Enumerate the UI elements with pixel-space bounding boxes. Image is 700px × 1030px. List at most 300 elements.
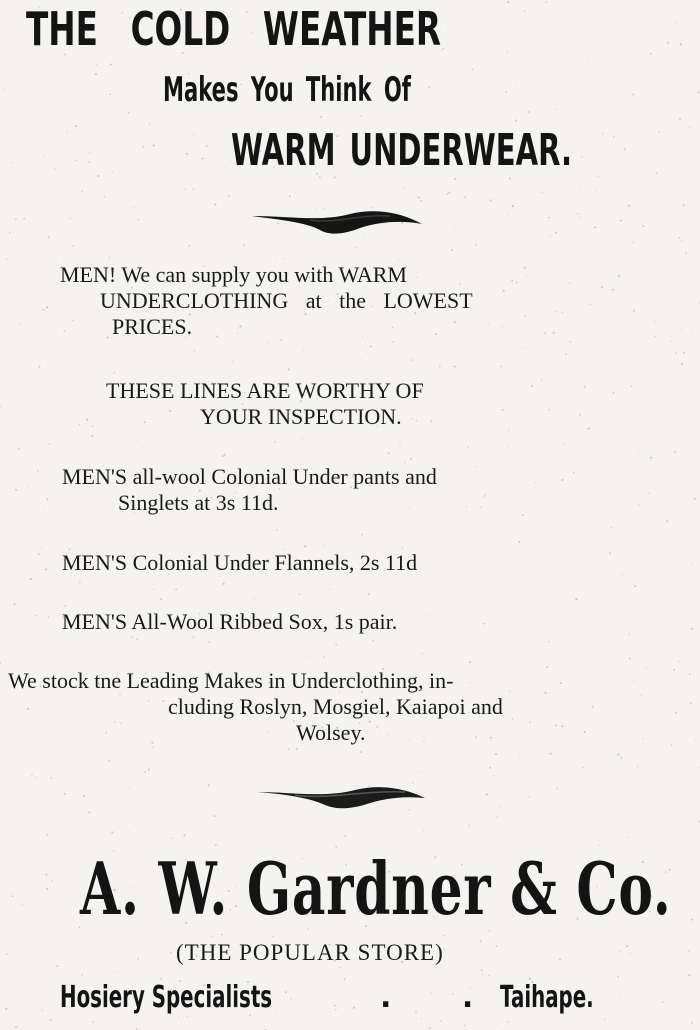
speckle [6, 953, 8, 955]
speckle [484, 494, 485, 495]
speckle [301, 439, 302, 440]
speckle [65, 605, 67, 607]
speckle [15, 489, 17, 491]
speckle [9, 642, 10, 643]
speckle [110, 63, 112, 65]
speckle [148, 769, 150, 771]
speckle [224, 454, 226, 456]
speckle [319, 176, 321, 178]
speckle [46, 888, 48, 890]
offer-1-line-2: Singlets at 3s 11d. [118, 490, 279, 515]
speckle [186, 153, 188, 155]
speckle [244, 122, 245, 123]
speckle [591, 702, 592, 703]
speckle [45, 874, 47, 876]
speckle [544, 332, 546, 334]
speckle [620, 757, 622, 759]
speckle [81, 974, 82, 975]
speckle [54, 169, 56, 171]
speckle [111, 831, 113, 833]
speckle [208, 784, 210, 786]
speckle [588, 428, 590, 430]
speckle [394, 247, 395, 248]
speckle [483, 495, 484, 496]
speckle [20, 324, 21, 325]
speckle [621, 156, 622, 157]
speckle [624, 795, 625, 796]
speckle [163, 174, 164, 175]
speckle [642, 118, 643, 119]
speckle [505, 91, 507, 93]
speckle [76, 160, 78, 162]
speckle [694, 498, 696, 500]
speckle [579, 414, 581, 416]
speckle [243, 244, 245, 246]
speckle [44, 506, 45, 507]
intro-line-1: MEN! We can supply you with WARM [60, 262, 407, 287]
speckle [149, 99, 150, 100]
speckle [489, 975, 490, 976]
speckle [589, 265, 590, 266]
speckle [296, 655, 297, 656]
speckle [545, 589, 546, 590]
speckle [211, 935, 212, 936]
speckle [478, 326, 479, 327]
speckle [480, 941, 482, 943]
speckle [152, 746, 153, 747]
speckle [548, 641, 549, 642]
speckle [206, 145, 208, 147]
speckle [508, 1021, 510, 1023]
speckle [588, 58, 589, 59]
speckle [410, 359, 412, 361]
speckle [423, 829, 424, 830]
speckle [260, 343, 261, 344]
speckle [390, 58, 391, 59]
speckle [531, 963, 532, 964]
speckle [38, 366, 40, 368]
speckle [675, 712, 677, 714]
speckle [617, 976, 619, 978]
offer-1-line-1: MEN'S all-wool Colonial Under pants and [62, 464, 437, 489]
speckle [541, 379, 542, 380]
speckle [208, 641, 210, 643]
speckle [375, 762, 376, 763]
speckle [51, 777, 53, 779]
speckle [45, 568, 47, 570]
speckle [2, 439, 3, 440]
speckle [511, 280, 513, 282]
speckle [632, 94, 634, 96]
speckle [662, 1001, 664, 1003]
speckle [46, 306, 48, 308]
speckle [676, 22, 677, 23]
speckle [515, 86, 516, 87]
speckle [454, 178, 456, 180]
speckle [434, 458, 435, 459]
speckle [31, 775, 32, 776]
speckle [529, 722, 531, 724]
speckle [109, 257, 110, 258]
speckle [37, 470, 38, 471]
speckle [689, 674, 691, 676]
speckle [594, 226, 596, 228]
speckle [508, 214, 509, 215]
speckle [274, 442, 275, 443]
speckle [475, 466, 476, 467]
speckle [503, 290, 505, 292]
speckle [634, 680, 635, 681]
speckle [12, 895, 14, 897]
speckle [360, 751, 362, 753]
speckle [629, 274, 630, 275]
speckle [545, 692, 547, 694]
speckle [74, 965, 75, 966]
speckle [677, 317, 678, 318]
speckle [102, 232, 103, 233]
speckle [546, 666, 548, 668]
speckle [92, 425, 93, 426]
speckle [496, 1024, 497, 1025]
footer-specialty-wrap [60, 980, 381, 1015]
speckle [497, 817, 498, 818]
speckle [550, 236, 551, 237]
speckle [490, 199, 492, 201]
offer-item [62, 550, 417, 576]
speckle [13, 603, 15, 605]
speckle [439, 366, 441, 368]
speckle [284, 258, 285, 259]
brands-line-3: Wolsey. [296, 720, 366, 745]
speckle [555, 109, 556, 110]
speckle [410, 458, 412, 460]
speckle [526, 379, 527, 380]
speckle [373, 640, 375, 642]
speckle [666, 428, 667, 429]
speckle [646, 667, 647, 668]
speckle [370, 346, 372, 348]
speckle [374, 546, 375, 547]
speckle [667, 42, 669, 44]
speckle [508, 430, 509, 431]
speckle [620, 220, 622, 222]
speckle [609, 371, 610, 372]
speckle [555, 724, 557, 726]
speckle [568, 72, 569, 73]
speckle [221, 934, 223, 936]
speckle [579, 134, 580, 135]
speckle [519, 754, 520, 755]
speckle [498, 373, 499, 374]
speckle [288, 369, 290, 371]
speckle [584, 584, 585, 585]
speckle [469, 661, 471, 663]
speckle [486, 793, 488, 795]
speckle [482, 974, 483, 975]
speckle [522, 347, 523, 348]
inspection-paragraph [106, 378, 424, 430]
speckle [561, 479, 563, 481]
speckle [616, 287, 617, 288]
speckle [451, 249, 453, 251]
speckle [45, 274, 46, 275]
speckle [548, 217, 550, 219]
speckle [516, 282, 518, 284]
speckle [507, 446, 508, 447]
speckle [43, 309, 45, 311]
speckle [665, 54, 666, 55]
speckle [40, 361, 41, 362]
speckle [564, 444, 565, 445]
speckle [489, 767, 491, 769]
offer-item [62, 464, 437, 516]
speckle [512, 718, 514, 720]
speckle [403, 187, 404, 188]
speckle [675, 352, 677, 354]
speckle [507, 51, 508, 52]
speckle [88, 811, 90, 813]
speckle [28, 487, 29, 488]
speckle [421, 772, 422, 773]
speckle [596, 191, 597, 192]
speckle [682, 812, 683, 813]
speckle [485, 529, 486, 530]
speckle [123, 352, 124, 353]
headline-line-3: WARM UNDERWEAR. [231, 125, 573, 176]
speckle [692, 564, 693, 565]
speckle [679, 118, 681, 120]
speckle [555, 311, 556, 312]
speckle [303, 349, 304, 350]
speckle [664, 227, 665, 228]
speckle [547, 297, 548, 298]
speckle [487, 459, 488, 460]
speckle [584, 249, 585, 250]
speckle [109, 94, 111, 96]
speckle [81, 191, 82, 192]
speckle [529, 383, 530, 384]
speckle [649, 493, 650, 494]
speckle [360, 115, 361, 116]
speckle [522, 514, 524, 516]
speckle [630, 840, 631, 841]
speckle [573, 472, 575, 474]
speckle [630, 953, 631, 954]
speckle [640, 695, 641, 696]
speckle [681, 240, 682, 241]
speckle [656, 296, 657, 297]
speckle [551, 792, 552, 793]
speckle [535, 34, 536, 35]
speckle [666, 520, 668, 522]
speckle [617, 754, 619, 756]
speckle [144, 771, 146, 773]
speckle [573, 955, 574, 956]
speckle [421, 653, 422, 654]
speckle [89, 152, 90, 153]
footer-specialty: Hosiery Specialists [60, 980, 273, 1015]
speckle [512, 205, 514, 207]
speckle [612, 142, 613, 143]
speckle [89, 836, 90, 837]
store-name: A. W. Gardner & Co. [80, 846, 672, 931]
ornamental-divider-top [250, 206, 425, 240]
speckle [619, 950, 620, 951]
speckle [288, 748, 290, 750]
speckle [56, 965, 58, 967]
speckle [691, 1022, 693, 1024]
speckle [555, 232, 557, 234]
speckle [642, 738, 643, 739]
speckle [228, 195, 230, 197]
speckle [73, 245, 75, 247]
speckle [550, 24, 551, 25]
speckle [356, 247, 357, 248]
speckle [541, 192, 542, 193]
speckle [526, 276, 527, 277]
speckle [642, 225, 644, 227]
speckle [584, 731, 586, 733]
speckle [141, 182, 142, 183]
speckle [66, 132, 67, 133]
speckle [592, 706, 594, 708]
speckle [673, 669, 675, 671]
speckle [112, 171, 113, 172]
speckle [481, 969, 483, 971]
speckle [546, 2, 547, 3]
speckle [334, 176, 336, 178]
speckle [493, 775, 494, 776]
speckle [272, 936, 273, 937]
speckle [637, 766, 638, 767]
speckle [692, 332, 693, 333]
ornamental-divider-bottom [255, 780, 427, 814]
speckle [689, 127, 690, 128]
speckle [79, 424, 80, 425]
speckle [178, 1016, 179, 1017]
speckle [268, 342, 269, 343]
speckle [50, 1019, 52, 1021]
speckle [108, 759, 110, 761]
speckle [38, 553, 40, 555]
speckle [175, 589, 177, 591]
speckle [469, 825, 470, 826]
speckle [48, 236, 50, 238]
speckle [447, 26, 448, 27]
speckle [659, 131, 660, 132]
speckle [502, 409, 504, 411]
speckle [132, 636, 134, 638]
speckle [500, 366, 502, 368]
speckle [214, 815, 216, 817]
speckle [133, 207, 134, 208]
intro-line-2: UNDERCLOTHING at the LOWEST [100, 288, 473, 313]
inspection-line-2: YOUR INSPECTION. [200, 404, 402, 429]
speckle [139, 662, 140, 663]
speckle [695, 739, 696, 740]
footer-town: Taihape. [500, 980, 594, 1015]
speckle [599, 732, 600, 733]
speckle [117, 971, 118, 972]
speckle [295, 192, 296, 193]
speckle [35, 615, 36, 616]
speckle [382, 822, 383, 823]
offer-2-line-1: MEN'S Colonial Under Flannels, 2s 11d [62, 550, 418, 575]
speckle [624, 148, 626, 150]
inspection-line-1: THESE LINES ARE WORTHY OF [106, 378, 424, 403]
speckle [54, 815, 55, 816]
brands-paragraph [8, 668, 503, 746]
speckle [191, 210, 192, 211]
speckle [443, 935, 444, 936]
speckle [562, 312, 563, 313]
speckle [420, 200, 422, 202]
speckle [612, 289, 614, 291]
speckle [91, 435, 93, 437]
speckle [514, 639, 515, 640]
speckle [49, 1015, 50, 1016]
speckle [222, 455, 224, 457]
speckle [429, 614, 430, 615]
headline-line-2: Makes You Think Of [163, 70, 411, 110]
speckle [320, 116, 322, 118]
speckle [70, 218, 71, 219]
speckle [137, 958, 139, 960]
speckle [525, 316, 526, 317]
speckle [440, 1020, 441, 1021]
speckle [27, 547, 28, 548]
speckle [464, 197, 466, 199]
speckle [480, 616, 481, 617]
speckle [495, 753, 497, 755]
store-tagline: (THE POPULAR STORE) [176, 940, 444, 965]
speckle [4, 975, 5, 976]
speckle [569, 697, 570, 698]
speckle [524, 267, 526, 269]
speckle [453, 228, 454, 229]
speckle [469, 480, 470, 481]
speckle [367, 353, 368, 354]
speckle [654, 322, 655, 323]
speckle [350, 596, 351, 597]
speckle [289, 195, 291, 197]
speckle [75, 125, 77, 127]
speckle [575, 598, 577, 600]
speckle [129, 787, 130, 788]
speckle [101, 652, 102, 653]
speckle [116, 149, 117, 150]
speckle [472, 69, 474, 71]
speckle [483, 623, 485, 625]
speckle [186, 1016, 187, 1017]
speckle [429, 86, 431, 88]
speckle [296, 748, 298, 750]
speckle [698, 821, 700, 823]
speckle [596, 19, 597, 20]
speckle [399, 362, 400, 363]
speckle [22, 904, 23, 905]
speckle [494, 533, 495, 534]
speckle [36, 777, 37, 778]
speckle [47, 499, 49, 501]
speckle [564, 478, 565, 479]
speckle [529, 796, 530, 797]
speckle [628, 205, 630, 207]
speckle [421, 1018, 422, 1019]
speckle [629, 826, 630, 827]
speckle [232, 361, 233, 362]
speckle [609, 552, 611, 554]
